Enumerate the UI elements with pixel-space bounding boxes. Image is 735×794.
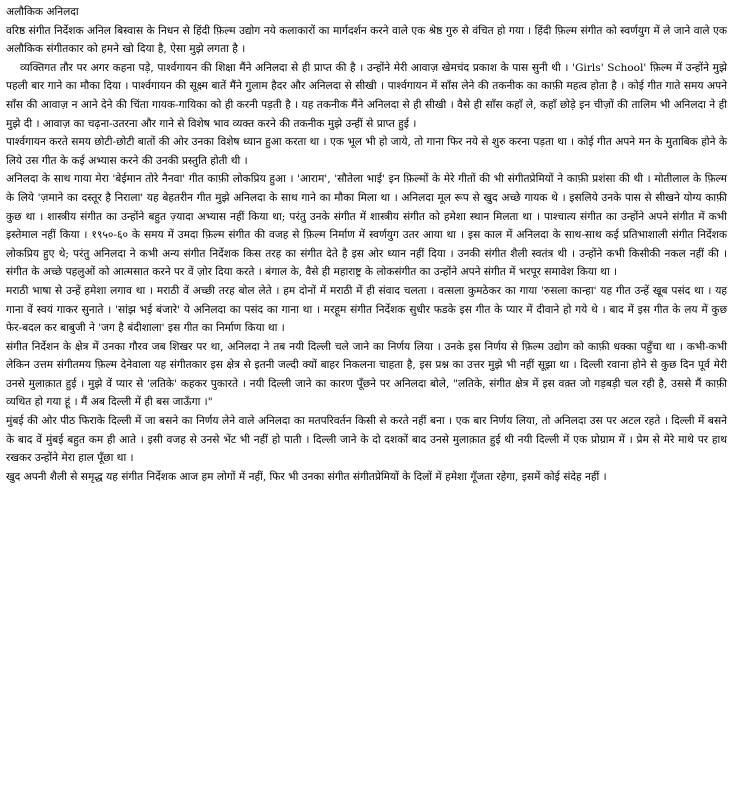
paragraph: पार्श्वगायन करते समय छोटी-छोटी बातों की ओर उनका विशेष ध्यान हुआ करता था । एक भूल भी हो जाये, तो गाना फिर नये से शुरु करना पड़ता था । कोई गीत अपने मन के मुताबिक होने के लिये उस गीत के कई अभ्यास करने की उनकी प्रस्तुति होती थी । (6, 136, 727, 167)
paragraph: वरिष्ठ संगीत निर्देशक अनिल बिस्वास के निधन से हिंदी फ़िल्म उद्योग नये कलाकारों का मार्गदर्शन करने वाले एक श्रेष्ठ गुरु से वंचित हो गया । हिंदी फ़िल्म संगीत को स्वर्णयुग में ले जाने वाले एक अलौकिक संगीतकार को हमने खो दिया है, ऐसा मुझे लगता है । (6, 24, 727, 56)
paragraph: मराठी भाषा से उन्हें हमेशा लगाव था । मराठी वें अच्छी तरह बोल लेते । हम दोनों में मराठी में ही संवाद चलता । वत्सला कुमठेकर का गाया 'रुसला कान्हा' यह गीत उन्हें खूब पसंद था । यह गाना वें स्वयं गाकर सुनाते । 'सांझ भई बंजारे' ये अनिलदा का पसंद का गाना था । मरहूम संगीत निर्देशक सुधीर फडके इस गीत के प्यार में दीवाने हो गये थे । बाद में इस गीत के लय में कुछ फेर-बदल कर बाबुजी ने 'जग है बंदीशाला' इस गीत का निर्माण किया था । (6, 284, 727, 335)
paragraph: संगीत निर्देशन के क्षेत्र में उनका गौरव जब शिखर पर था, अनिलदा ने तब नयी दिल्ली चले जाने का निर्णय लिया । उनके इस निर्णय से फ़िल्म उद्योग को काफ़ी धक्का पहुँचा था । कभी-कभी लेकिन उत्तम संगीतमय फ़िल्म देनेवाला यह संगीतकार इस क्षेत्र से इतनी जल्दी क्यों बाहर निकलना चाहता है, इस प्रश्न का उत्तर मुझे भी नहीं सूझा था । दिल्ली रवाना होने से कुछ दिन पूर्व मेरी उनसे मुलाक़ात हुई । मुझे वें प्यार से 'लतिके' कहकर पुकारते । नयी दिल्ली जाने का कारण पूँछने पर अनिलदा बोले, "लतिके, संगीत क्षेत्र में इस वक़्त जो गड़बड़ी चल रही है, उससे मैं काफ़ी व्यथित हो गया हूं । मैं अब दिल्ली में ही बस जाऊँगा ।" (6, 340, 727, 409)
paragraph: मुंबई की ओर पीठ फिराके दिल्ली में जा बसने का निर्णय लेने वाले अनिलदा का मतपरिवर्तन किसी से करते नहीं बना । एक बार निर्णय लिया, तो अनिलदा उस पर अटल रहते । दिल्ली में बसने के बाद वें मुंबई बहुत कम ही आते । इसी वजह से उनसे भेंट भी नहीं हो पाती । दिल्ली जाने के दो दशकों बाद उनसे मुलाक़ात हुई थी नयी दिल्ली में एक प्रोग्राम में । प्रेम से मेरे माथे पर हाथ रखकर उन्होंने मेरा हाल पूँछा था । (6, 415, 727, 465)
paragraph: व्यक्तिगत तौर पर अगर कहना पड़े, पार्श्वगायन की शिक्षा मैंने अनिलदा से ही प्राप्त की है । उन्होंने मेरी आवाज़ खेमचंद प्रकाश के पास सुनी थी । 'Girls' School' फ़िल्म में उन्होंने मुझे पहली बार गाने का मौका दिया । पार्श्वगायन की सूक्ष्म बातें मैंने गुलाम हैदर और अनिलदा से सीखी । पार्श्वगायन में साँस लेने की तकनीक का काफ़ी महत्व होता है । कोई गीत गाते समय अपने साँस की आवाज़ न आने देने की चिंता गायक-गायिका को ही करनी पड़ती है । यह तकनीक मैंने अनिलदा से ही सीखी । वैसे ही साँस कहाँ ले, कहाँ छोड़े इन चीज़ों की तालिम भी अनिलदा ने ही मुझे दी । आवाज़ का चढ़ना-उतरना और गाने से विशेष भाव व्यक्त करने की तकनीक मुझे उन्हीं से प्राप्त हुई । (6, 61, 727, 130)
paragraph: अनिलदा के साथ गाया मेरा 'बेईमान तोरे नैनवा' गीत काफ़ी लोकप्रिय हुआ । 'आराम', 'सौतेला भाई' इन फ़िल्मों के मेरे गीतों की भी संगीतप्रेमियों ने काफ़ी प्रशंसा की थी । मोतीलाल के फ़िल्म के लिये 'ज़माने का दस्तूर है निराला' यह बेहतरीन गीत मुझे अनिलदा के साथ गाने का मौका मिला था । अनिलदा मूल रूप से खुद अच्छे गायक थे । इसलिये उनके पास से सीखने योग्य काफ़ी कुछ था । शास्त्रीय संगीत का उन्होंने बहुत ज़्यादा अभ्यास नहीं किया था; परंतु उनके संगीत में शास्त्रीय संगीत को हमेशा स्थान मिलता था । पाश्चात्य संगीत का उन्होंने अपने संगीत में कभी इस्तेमाल नहीं किया । १९५०-६० के समय में उमदा फ़िल्म संगीत की वजह से फ़िल्म निर्माण में स्वर्णयुग उतर आया था । इस काल में अनिलदा के साथ-साथ कई प्रतिभाशाली संगीत निर्देशक लोकप्रिय हुए थे; परंतु अनिलदा ने कभी अन्य संगीत निर्देशक किस तरह का संगीत देते है इस ओर ध्यान नहीं दिया । उनकी संगीत शैली स्वतंत्र थी । उन्होंने कभी किसीकी नकल नहीं की । संगीत के अच्छे पहलुओं को आत्मसात करने पर वें ज़ोर दिया करते । बंगाल के, वैसे ही महाराष्ट्र के लोकसंगीत का उन्होंने अपने संगीत में भरपूर समावेश किया था । (6, 173, 727, 279)
paragraph: खुद अपनी शैली से समृद्ध यह संगीत निर्देशक आज हम लोगों में नहीं, फिर भी उनका संगीत संगीतप्रेमियों के दिलों में हमेशा गूँजता रहेगा, इसमें कोई संदेह नहीं । (6, 470, 607, 483)
document-title: अलौकिक अनिलदा (6, 6, 79, 18)
